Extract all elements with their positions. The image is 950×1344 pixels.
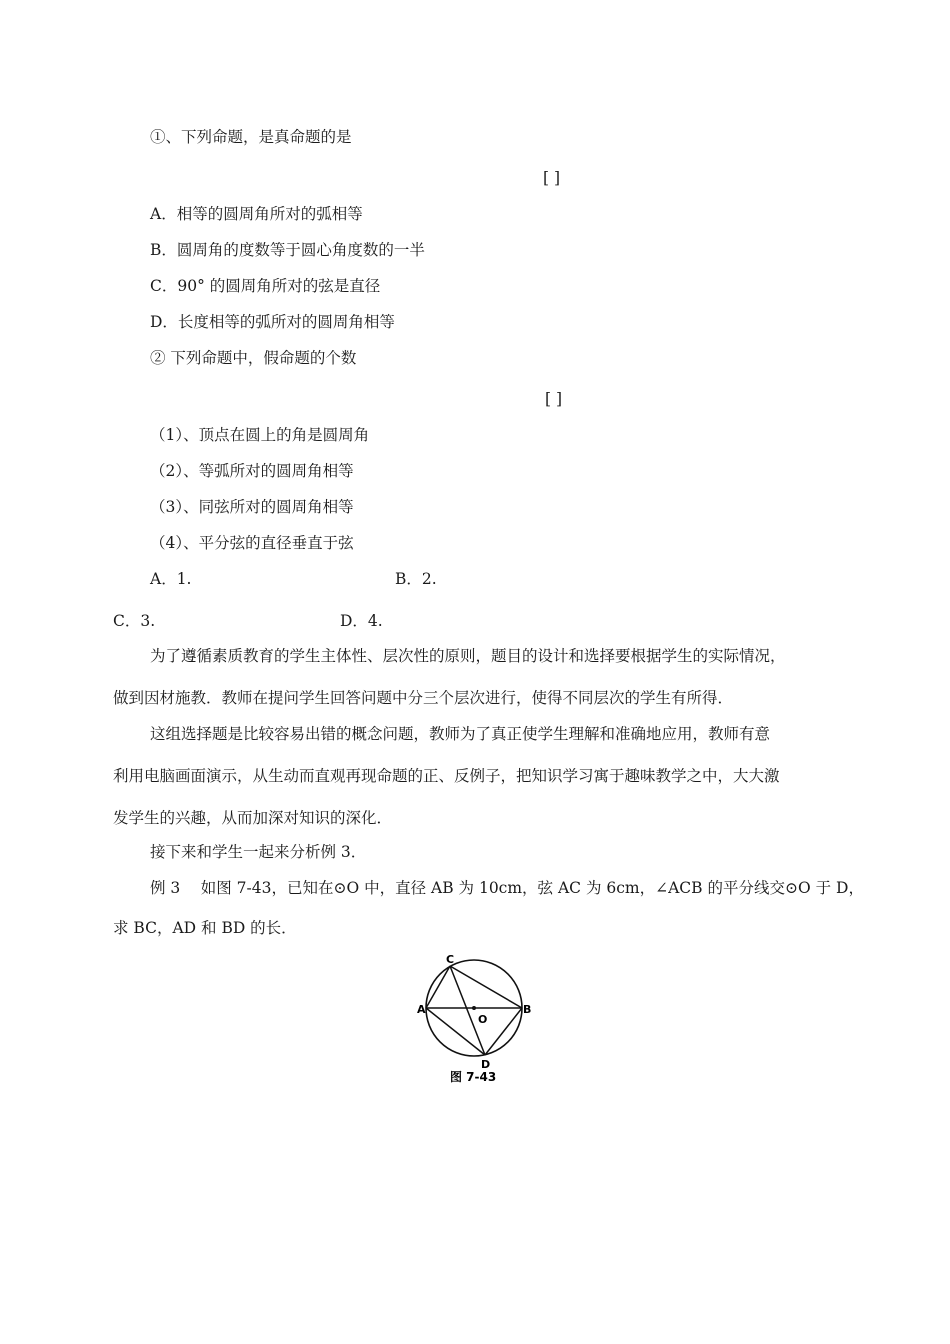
chord-ac: [426, 966, 450, 1008]
q2-item-2: （2）、等弧所对的圆周角相等: [150, 462, 354, 480]
q1-stem: ①、下列命题，是真命题的是: [150, 128, 352, 146]
paragraph-line: 做到因材施教．教师在提问学生回答问题中分三个层次进行，使得不同层次的学生有所得．: [113, 689, 734, 707]
q2-item-4: （4）、平分弦的直径垂直于弦: [150, 534, 354, 552]
q1-option-c: C．90° 的圆周角所对的弦是直径: [150, 277, 381, 295]
label-c: C: [446, 953, 455, 966]
circle-figure: [410, 952, 540, 1087]
example-3-question: 求 BC，AD 和 BD 的长．: [113, 919, 297, 937]
label-o: O: [478, 1013, 488, 1026]
center-point-o: [472, 1006, 476, 1010]
q1-answer-bracket: [ ]: [543, 169, 561, 187]
q2-item-1: （1）、顶点在圆上的角是圆周角: [150, 426, 370, 444]
paragraph-line: 发学生的兴趣，从而加深对知识的深化．: [113, 809, 393, 827]
chord-cb: [450, 966, 522, 1008]
q2-answer-bracket: [ ]: [545, 390, 563, 408]
paragraph-line: 为了遵循素质教育的学生主体性、层次性的原则，题目的设计和选择要根据学生的实际情况，: [150, 647, 786, 665]
label-b: B: [523, 1003, 532, 1016]
q2-item-3: （3）、同弦所对的圆周角相等: [150, 498, 354, 516]
q2-choice-d: D．4.: [340, 612, 383, 630]
q1-option-d: D．长度相等的弧所对的圆周角相等: [150, 313, 395, 331]
paragraph-line: 利用电脑画面演示，从生动而直观再现命题的正、反例子，把知识学习寓于趣味教学之中，大大激: [113, 767, 780, 785]
example-3-statement: 例 3 如图 7-43，已知在⊙O 中，直径 AB 为 10cm，弦 AC 为 6cm，∠ACB 的平分线交⊙O 于 D，: [150, 879, 864, 897]
q2-stem: ② 下列命题中，假命题的个数: [150, 349, 357, 367]
q2-choice-a: A．1.: [150, 570, 192, 588]
label-d: D: [481, 1058, 491, 1071]
q2-choice-c: C．3.: [113, 612, 156, 630]
q2-choice-b: B．2.: [395, 570, 437, 588]
paragraph-line: 接下来和学生一起来分析例 3．: [150, 843, 367, 861]
label-a: A: [417, 1003, 426, 1016]
q1-option-a: A．相等的圆周角所对的弧相等: [150, 205, 363, 223]
q1-option-b: B．圆周角的度数等于圆心角度数的一半: [150, 241, 425, 259]
figure-caption: 图 7-43: [450, 1070, 497, 1084]
paragraph-line: 这组选择题是比较容易出错的概念问题，教师为了真正使学生理解和准确地应用，教师有意: [150, 725, 771, 743]
